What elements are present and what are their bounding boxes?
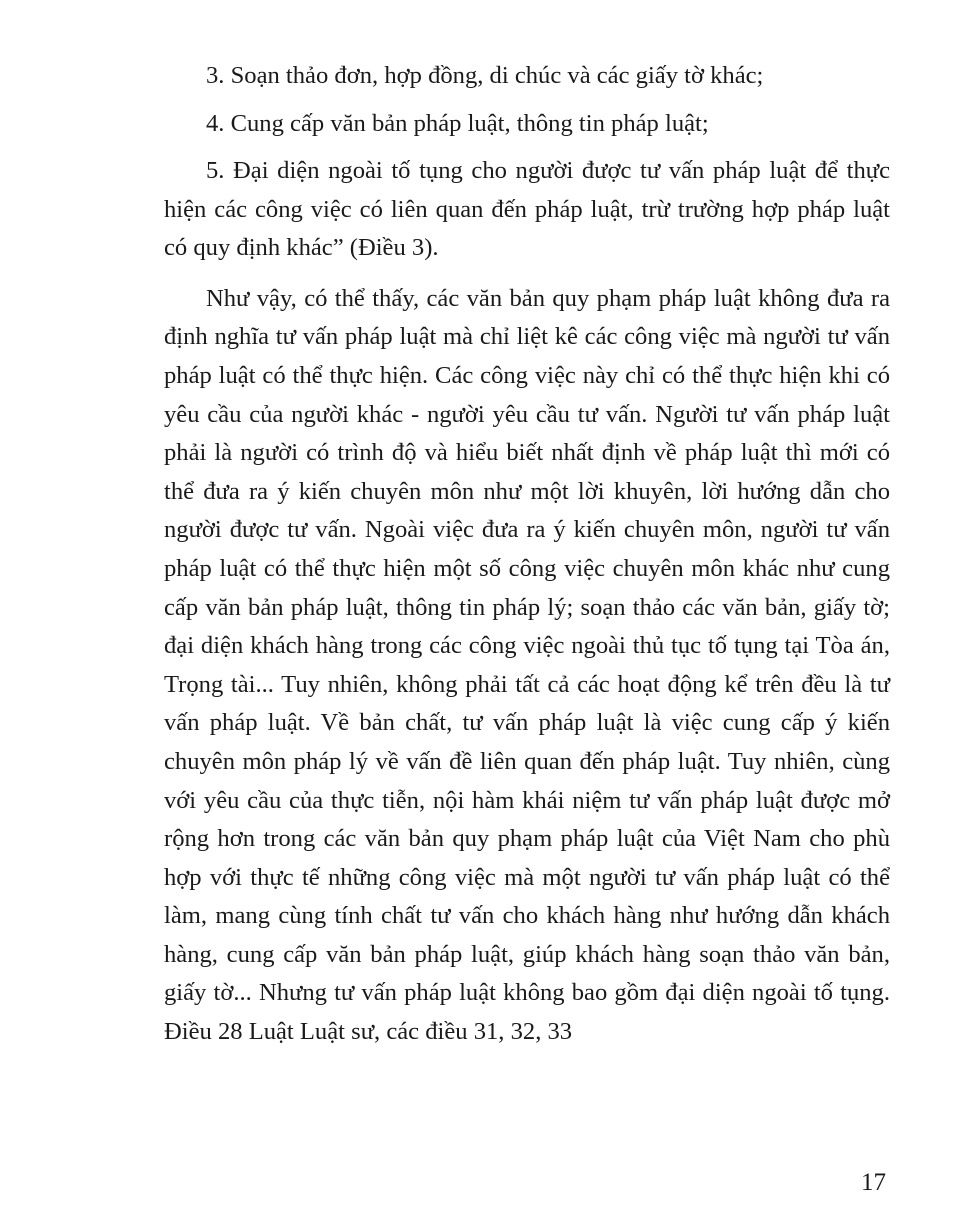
body-paragraph: Như vậy, có thể thấy, các văn bản quy phạm pháp luật không đưa ra định nghĩa tư vấn pháp luật mà chỉ liệt kê các công việc mà người tư vấn pháp luật có thể thực hiện. Các công việc này chỉ có thể thực hiện khi có yêu cầu của người khác - người yêu cầu tư vấn. Người tư vấn pháp luật phải là người có trình độ và hiểu biết nhất định về pháp luật thì mới có thể đưa ra ý kiến chuyên môn như một lời khuyên, lời hướng dẫn cho người được tư vấn. Ngoài việc đưa ra ý kiến chuyên môn, người tư vấn pháp luật có thể thực hiện một số công việc chuyên môn khác như cung cấp văn bản pháp luật, thông tin pháp lý; soạn thảo các văn bản, giấy tờ; đại diện khách hàng trong các công việc ngoài thủ tục tố tụng tại Tòa án, Trọng tài... Tuy nhiên, không phải tất cả các hoạt động kể trên đều là tư vấn pháp luật. Về bản chất, tư vấn pháp luật là việc cung cấp ý kiến chuyên môn pháp lý về vấn đề liên quan đến pháp luật. Tuy nhiên, cùng với yêu cầu của thực tiễn, nội hàm khái niệm tư vấn pháp luật được mở rộng hơn trong các văn bản quy phạm pháp luật của Việt Nam cho phù hợp với thực tế những công việc mà một người tư vấn pháp luật có thể làm, mang cùng tính chất tư vấn cho khách hàng như hướng dẫn khách hàng, cung cấp văn bản pháp luật, giúp khách hàng soạn thảo văn bản, giấy tờ... Nhưng tư vấn pháp luật không bao gồm đại diện ngoài tố tụng. Điều 28 Luật Luật sư, các điều 31, 32, 33 [164, 284, 890, 1046]
paragraph-gap [164, 268, 890, 280]
page-body [164, 52, 890, 1052]
page-number: 17 [861, 1169, 886, 1196]
list-item-3: 3. Soạn thảo đơn, hợp đồng, di chúc và các giấy tờ khác; [206, 62, 764, 89]
list-item-4: 4. Cung cấp văn bản pháp luật, thông tin pháp luật; [206, 110, 709, 137]
list-item-5: 5. Đại diện ngoài tố tụng cho người được tư vấn pháp luật để thực hiện các công việc có liên quan đến pháp luật, trừ trường hợp pháp luật có quy định khác” (Điều 3). [164, 157, 890, 262]
